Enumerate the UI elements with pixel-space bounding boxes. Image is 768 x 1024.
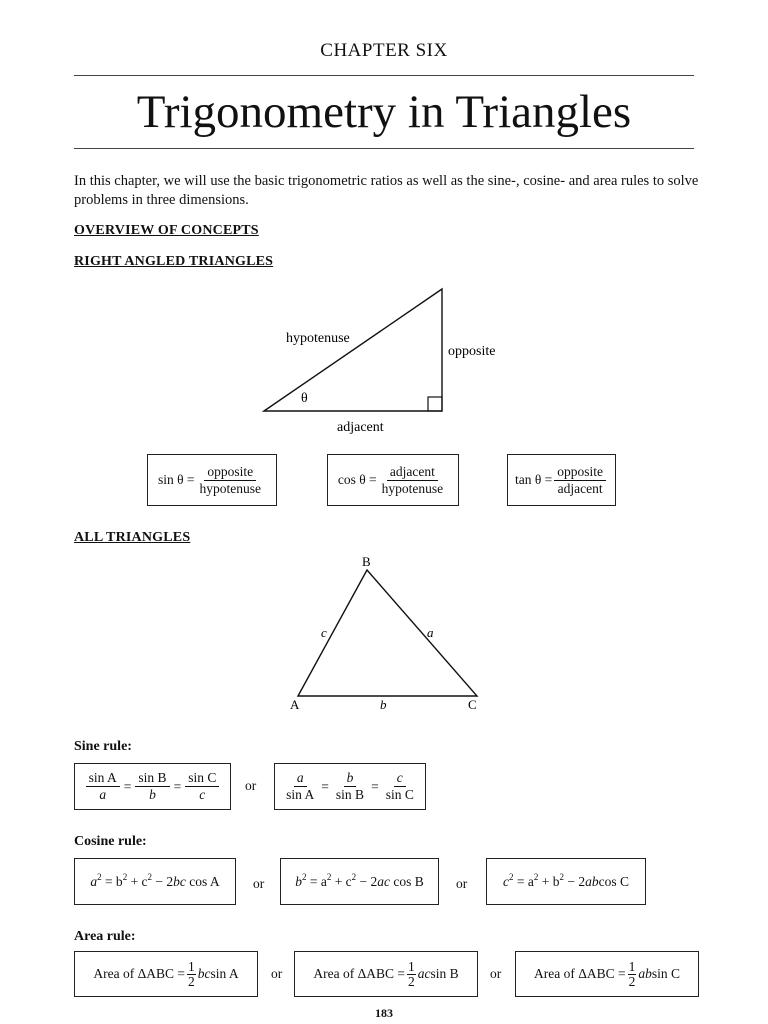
- cosine-rule-or-1: or: [253, 876, 265, 891]
- sine-rule-inverse-fraction-a: [283, 770, 317, 803]
- intro-paragraph: In this chapter, we will use the basic trigonometric ratios as well as the sine-, cosine- and area rules to solve problems in three dimensions.: [74, 173, 699, 208]
- sine-rule-box-2: [274, 763, 426, 810]
- sine-rule-heading: Sine rule:: [74, 739, 132, 754]
- sine-rule-inverse-fraction-c: [383, 770, 417, 803]
- tangent-ratio-lhs: tan θ =: [514, 472, 553, 487]
- area-rule-2-sin: sin B: [430, 966, 459, 981]
- overview-heading: OVERVIEW OF CONCEPTS: [74, 223, 259, 238]
- area-rule-3-sin: sin C: [651, 966, 681, 981]
- area-rule-or-1: or: [271, 966, 283, 981]
- area-rule-box-2: [294, 951, 478, 997]
- sine-rule-equals: =: [173, 778, 182, 794]
- area-rule-1-sin: sin A: [210, 966, 239, 981]
- general-triangle-diagram: [0, 550, 768, 720]
- cosine-ratio-numerator: adjacent: [387, 464, 438, 481]
- cosine-rule-or-2: or: [456, 876, 468, 891]
- sine-rule-c: c: [199, 787, 206, 802]
- vertex-a-label: A: [290, 697, 300, 712]
- sine-rule-or: or: [245, 778, 257, 793]
- sine-rule-sinB: sin B: [135, 770, 169, 787]
- cosine-rule-box-2: $b^2 = a^2 + c^2 - 2ac$ cos B: [280, 858, 439, 905]
- sine-rule-inverse-sinC: sin C: [385, 787, 414, 802]
- sine-ratio-box: [147, 454, 277, 506]
- side-a-label: a: [427, 625, 434, 640]
- sine-rule-inverse-a: a: [296, 770, 304, 785]
- vertex-b-label: B: [362, 554, 371, 569]
- sine-ratio-fraction: [197, 464, 265, 497]
- sine-ratio-numerator: opposite: [204, 464, 256, 481]
- sine-rule-inverse-b: b: [346, 770, 354, 785]
- chapter-label: CHAPTER SIX: [320, 40, 448, 61]
- area-rule-2-var: ac: [417, 966, 431, 981]
- sine-rule-equals: =: [371, 778, 379, 794]
- sine-rule-b: b: [149, 787, 156, 802]
- cosine-rule-1-term2: + c: [127, 873, 148, 889]
- cosine-rule-3-lhs: c: [503, 873, 509, 889]
- area-rule-or-2: or: [490, 966, 502, 981]
- page-title: Trigonometry in Triangles: [136, 86, 632, 138]
- sine-ratio-lhs: sin θ =: [157, 472, 195, 487]
- cosine-ratio-fraction: [379, 464, 447, 497]
- right-triangle-diagram: [0, 280, 768, 440]
- sine-rule-equals: =: [321, 778, 329, 794]
- opposite-label: opposite: [448, 344, 496, 359]
- sine-rule-fraction-c: [185, 770, 219, 803]
- cosine-rule-heading: Cosine rule:: [74, 834, 147, 849]
- sine-rule-a: a: [99, 787, 107, 802]
- sine-rule-box-1: [74, 763, 231, 810]
- area-rule-box-1: [74, 951, 258, 997]
- tangent-ratio-numerator: opposite: [554, 464, 606, 481]
- cosine-ratio-box: [327, 454, 459, 506]
- area-rule-3-var: ab: [638, 966, 652, 981]
- sine-rule-sinA: sin A: [86, 770, 120, 787]
- cosine-rule-1-lhs: a: [90, 873, 98, 889]
- sine-rule-inverse-sinA: sin A: [286, 787, 315, 802]
- sine-rule-fraction-b: [135, 770, 169, 803]
- cosine-rule-3-cos: cos C: [598, 873, 629, 889]
- side-c-label: c: [321, 625, 327, 640]
- area-rule-3-lhs: Area of ΔABC =: [533, 966, 626, 981]
- sine-rule-inverse-c: c: [396, 770, 403, 785]
- area-rule-box-3: [515, 951, 699, 997]
- cosine-rule-2-lhs: b: [295, 873, 302, 889]
- tangent-ratio-denominator: adjacent: [557, 480, 603, 496]
- tangent-ratio-fraction: [554, 464, 606, 497]
- sine-rule-fraction-a: [86, 770, 120, 803]
- cosine-rule-1-term1: = b: [104, 873, 123, 889]
- cosine-ratio-denominator: hypotenuse: [381, 480, 444, 496]
- adjacent-label: adjacent: [337, 420, 384, 435]
- cosine-ratio-lhs: cos θ =: [337, 472, 377, 487]
- area-rule-2-lhs: Area of ΔABC =: [313, 966, 405, 981]
- cosine-rule-box-3: $c^2 = a^2 + b^2 - 2abcos$ C: [486, 858, 646, 905]
- sine-rule-inverse-fraction-b: [333, 770, 367, 803]
- right-triangle: [264, 289, 442, 411]
- area-rule-2-half: $\frac{1}{2}$: [408, 958, 415, 989]
- title-rule: [74, 148, 694, 149]
- right-angled-heading: RIGHT ANGLED TRIANGLES: [74, 254, 274, 269]
- page-number: 183: [375, 1006, 393, 1020]
- area-rule-3-half: $\frac{1}{2}$: [628, 958, 636, 989]
- hypotenuse-label: hypotenuse: [286, 331, 350, 346]
- cosine-rule-box-1: $a^2 = b^2 + c^2 - 2bc$ cos A: [74, 858, 236, 905]
- area-rule-1-half: $\frac{1}{2}$: [188, 958, 195, 989]
- all-triangles-heading: ALL TRIANGLES: [74, 530, 191, 545]
- area-rule-heading: Area rule:: [74, 929, 136, 944]
- sine-rule-inverse-sinB: sin B: [335, 787, 365, 802]
- sine-rule-equals: =: [123, 778, 132, 794]
- area-rule-1-lhs: Area of ΔABC =: [93, 966, 185, 981]
- area-rule-1-var: bc: [197, 966, 211, 981]
- tangent-ratio-box: [507, 454, 616, 506]
- angle-theta-label: θ: [301, 391, 308, 406]
- sine-ratio-denominator: hypotenuse: [199, 480, 262, 496]
- cosine-rule-1-cos: cos A: [189, 873, 220, 889]
- right-angle-marker: [428, 397, 442, 411]
- sine-rule-sinC: sin C: [185, 770, 219, 787]
- top-rule: [74, 75, 694, 76]
- cosine-rule-2-cos: cos B: [393, 873, 424, 889]
- vertex-c-label: C: [468, 697, 477, 712]
- side-b-label: b: [380, 697, 387, 712]
